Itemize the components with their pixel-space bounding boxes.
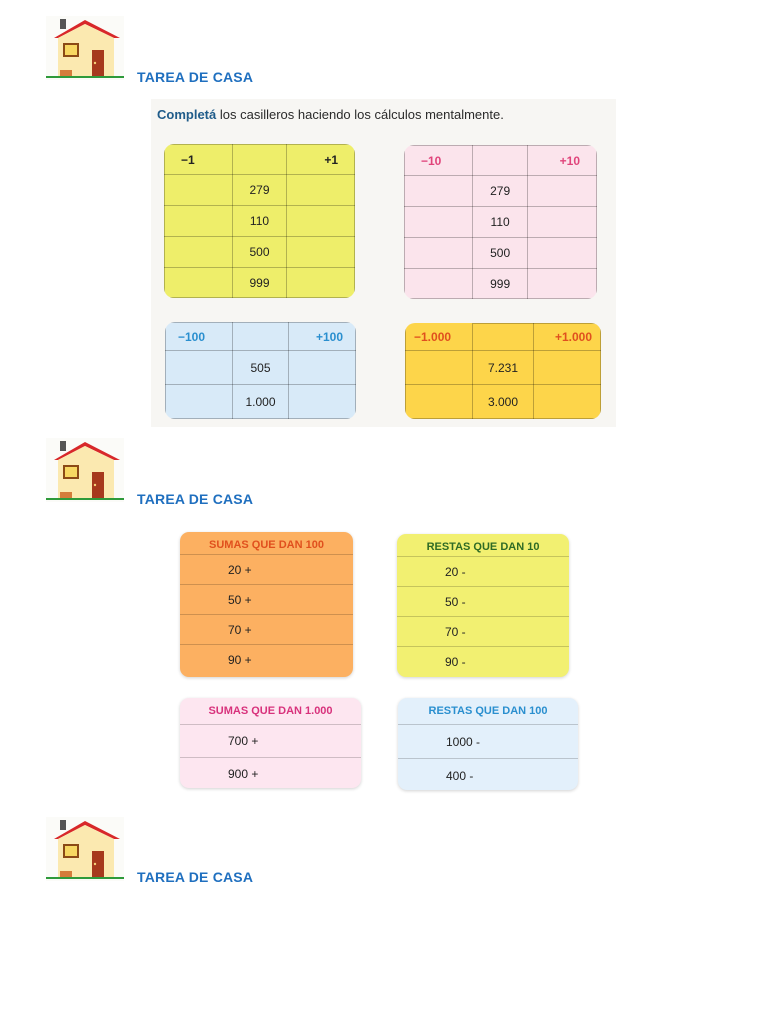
answer-cell[interactable] (287, 175, 355, 206)
value-cell: 1.000 (232, 385, 289, 419)
value-cell: 3.000 (473, 385, 534, 419)
answer-cell[interactable] (405, 176, 473, 207)
answer-cell[interactable] (528, 207, 597, 238)
house-icon (46, 16, 124, 80)
answer-cell[interactable] (165, 268, 233, 298)
header-blank (232, 323, 289, 351)
header-plus-100: +100 (289, 323, 356, 351)
header-minus-10: −10 (405, 146, 473, 176)
value-cell: 999 (473, 269, 528, 299)
card-title: RESTAS QUE DAN 100 (428, 705, 548, 717)
header-plus-1: +1 (287, 145, 355, 175)
answer-cell[interactable] (165, 237, 233, 268)
house-icon (46, 817, 124, 881)
header-blank (473, 324, 534, 351)
card-row[interactable]: 20 + (180, 554, 353, 584)
table-minus-plus-1 (164, 144, 355, 298)
card-restas-que-dan-100 (398, 698, 578, 790)
card-sumas-que-dan-1000 (180, 698, 361, 788)
card-sumas-que-dan-100 (180, 532, 353, 677)
answer-cell[interactable] (287, 237, 355, 268)
answer-cell[interactable] (165, 206, 233, 237)
answer-cell[interactable] (289, 385, 356, 419)
answer-cell[interactable] (406, 385, 473, 419)
section-title: TAREA DE CASA (137, 69, 254, 85)
card-row[interactable]: 90 + (180, 644, 353, 674)
house-icon (46, 438, 124, 502)
card-row[interactable]: 90 - (397, 646, 569, 676)
card-row[interactable]: 50 + (180, 584, 353, 614)
value-cell: 110 (473, 207, 528, 238)
card-title: SUMAS QUE DAN 1.000 (208, 705, 333, 717)
card-row[interactable]: 50 - (397, 586, 569, 616)
answer-cell[interactable] (405, 269, 473, 299)
answer-cell[interactable] (528, 238, 597, 269)
table-minus-plus-1000 (405, 323, 601, 419)
value-cell: 500 (232, 237, 287, 268)
header-plus-10: +10 (528, 146, 597, 176)
value-cell: 7.231 (473, 351, 534, 385)
card-row[interactable]: 70 - (397, 616, 569, 646)
card-title: RESTAS QUE DAN 10 (426, 541, 540, 553)
card-row[interactable]: 70 + (180, 614, 353, 644)
answer-cell[interactable] (165, 175, 233, 206)
answer-cell[interactable] (289, 351, 356, 385)
card-row[interactable]: 400 - (398, 758, 578, 790)
value-cell: 279 (232, 175, 287, 206)
value-cell: 279 (473, 176, 528, 207)
header-blank (232, 145, 287, 175)
header-blank (473, 146, 528, 176)
header-minus-1000: −1.000 (406, 324, 473, 351)
card-title: SUMAS QUE DAN 100 (209, 539, 324, 551)
answer-cell[interactable] (528, 176, 597, 207)
table-minus-plus-10 (404, 145, 597, 299)
section-title: TAREA DE CASA (137, 491, 254, 507)
header-minus-1: −1 (165, 145, 233, 175)
answer-cell[interactable] (166, 351, 233, 385)
answer-cell[interactable] (406, 351, 473, 385)
card-row[interactable]: 20 - (397, 556, 569, 586)
value-cell: 110 (232, 206, 287, 237)
card-row[interactable]: 900 + (180, 757, 361, 788)
answer-cell[interactable] (405, 207, 473, 238)
value-cell: 500 (473, 238, 528, 269)
answer-cell[interactable] (533, 351, 600, 385)
answer-cell[interactable] (528, 269, 597, 299)
worksheet-completa (151, 99, 616, 427)
value-cell: 999 (232, 268, 287, 298)
header-minus-100: −100 (166, 323, 233, 351)
answer-cell[interactable] (166, 385, 233, 419)
section-title: TAREA DE CASA (137, 869, 254, 885)
card-restas-que-dan-10 (397, 534, 569, 677)
answer-cell[interactable] (533, 385, 600, 419)
answer-cell[interactable] (405, 238, 473, 269)
worksheet-instruction: Completá los casilleros haciendo los cálculos mentalmente. (157, 107, 504, 122)
header-plus-1000: +1.000 (533, 324, 600, 351)
card-row[interactable]: 700 + (180, 724, 361, 757)
table-minus-plus-100 (165, 322, 356, 419)
value-cell: 505 (232, 351, 289, 385)
answer-cell[interactable] (287, 268, 355, 298)
answer-cell[interactable] (287, 206, 355, 237)
card-row[interactable]: 1000 - (398, 724, 578, 758)
